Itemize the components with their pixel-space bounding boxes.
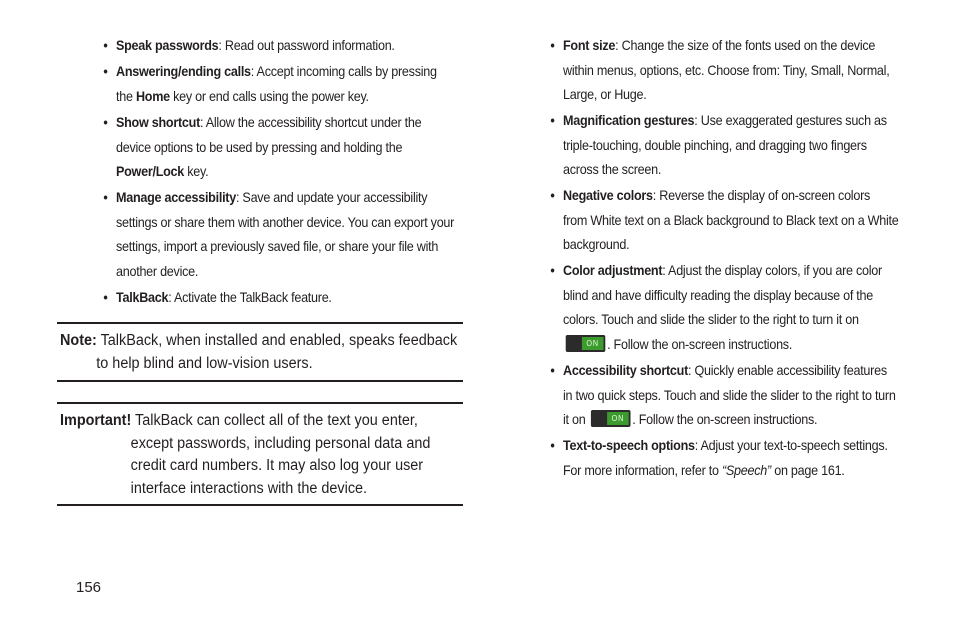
bullet-font-size: • Font size: Change the size of the fonts used on the device within menus, options, etc. Choose from: Tiny, Small, Normal, Large, or Huge. bbox=[550, 37, 890, 103]
on-toggle-icon: ON bbox=[591, 410, 631, 427]
bullet-magnification-gestures: • Magnification gestures: Use exaggerated gestures such as triple-touching, double pinching, and dragging two fingers across the screen. bbox=[550, 112, 887, 178]
on-toggle-icon: ON bbox=[566, 335, 606, 352]
bullet-talkback: • TalkBack: Activate the TalkBack feature. bbox=[103, 289, 332, 305]
important-box: Important! TalkBack can collect all of the text you enter, except passwords, including personal data and credit card numbers. It may also log your user interface interactions with the device. bbox=[57, 402, 463, 506]
bullet-color-adjustment: • Color adjustment: Adjust the display colors, if you are color blind and have difficulty reading the display because of the colors. Touch and slide the slider to the right to turn it on ON . Follow the on-screen instructions. bbox=[550, 262, 882, 352]
bullet-negative-colors: • Negative colors: Reverse the display of on-screen colors from White text on a Black background to Black text on a White background. bbox=[550, 187, 899, 253]
page-number: 156 bbox=[76, 579, 102, 596]
bullet-speak-passwords: • Speak passwords: Read out password information. bbox=[103, 37, 395, 53]
note-box: Note: TalkBack, when installed and enabled, speaks feedback to help blind and low-vision users. bbox=[57, 322, 463, 382]
bullet-manage-accessibility: • Manage accessibility: Save and update your accessibility settings or share them with another device. You can export your settings, import a previously saved file, or share your file with another device. bbox=[103, 189, 455, 279]
bullet-show-shortcut: • Show shortcut: Allow the accessibility shortcut under the device options to be used by pressing and holding the Power/Lock key. bbox=[103, 114, 422, 180]
bullet-text-to-speech: • Text-to-speech options: Adjust your text-to-speech settings. For more information, refer to “Speech” on page 161. bbox=[550, 437, 888, 478]
bullet-answering-ending-calls: • Answering/ending calls: Accept incoming calls by pressing the Home key or end calls using the power key. bbox=[103, 63, 437, 104]
bullet-accessibility-shortcut: • Accessibility shortcut: Quickly enable accessibility features in two quick steps. Touch and slide the slider to the right to turn it on ON . Follow the on-screen instructions. bbox=[550, 362, 896, 428]
speech-link[interactable]: “Speech” bbox=[721, 461, 771, 478]
